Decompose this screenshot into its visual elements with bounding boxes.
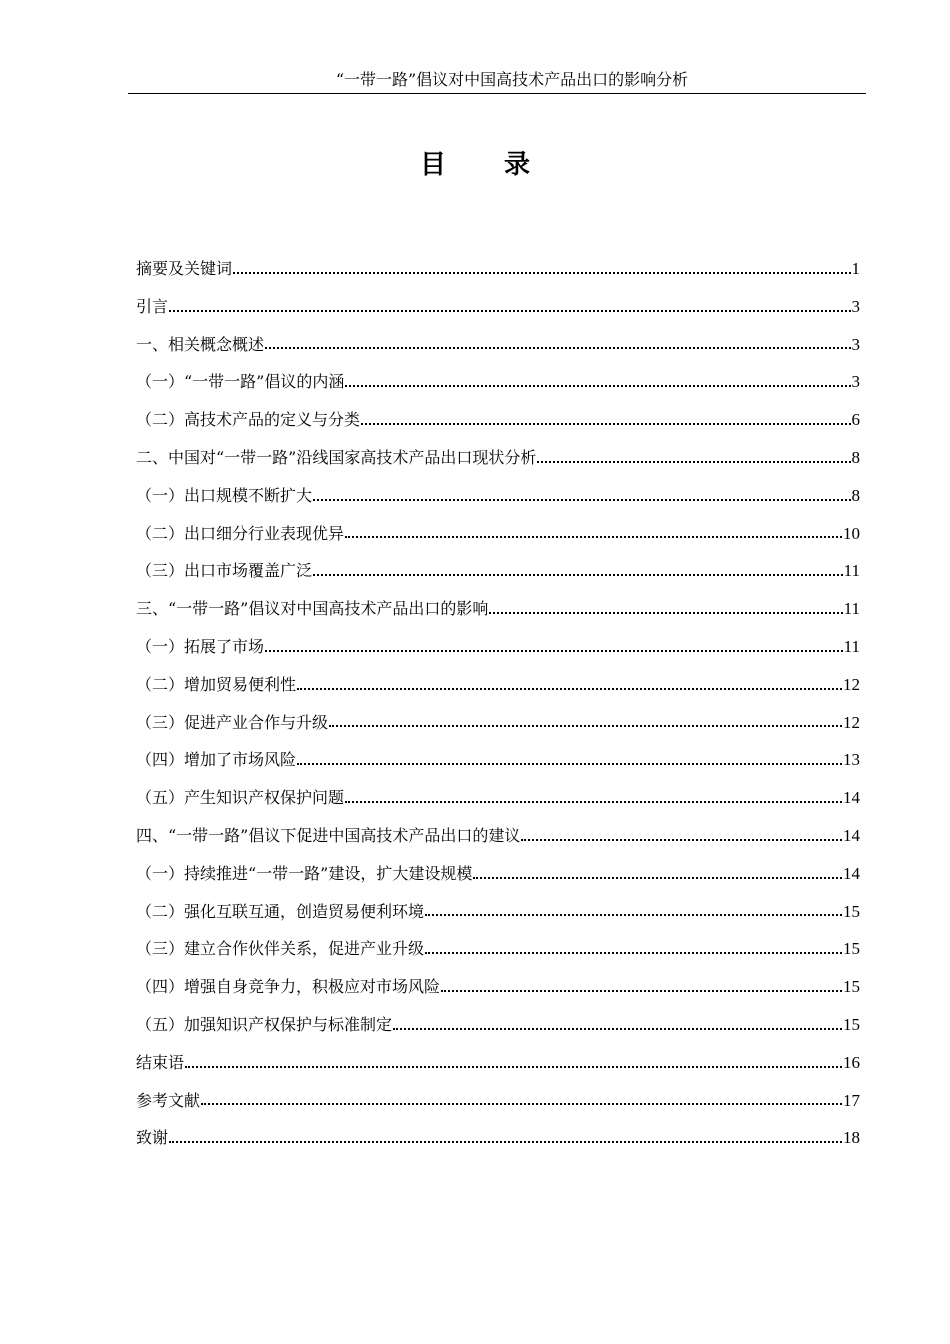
toc-entry-page-number: 8 (851, 447, 860, 467)
toc-entry[interactable] (136, 710, 860, 748)
toc-entry-page-number: 10 (843, 523, 860, 543)
toc-entry[interactable] (136, 672, 860, 710)
toc-entry-label: （一）出口规模不断扩大 (136, 485, 313, 505)
toc-entry[interactable] (136, 1088, 860, 1126)
toc-leader-dots (425, 952, 842, 954)
toc-entry-page-number: 13 (843, 750, 860, 770)
toc-entry-page-number: 11 (843, 636, 860, 656)
toc-leader-dots (169, 310, 850, 312)
toc-entry-page-number: 14 (843, 788, 860, 808)
toc-entry-label: 引言 (136, 296, 169, 316)
toc-entry-page-number: 11 (843, 599, 860, 619)
toc-leader-dots (297, 688, 842, 690)
toc-entry[interactable] (136, 785, 860, 823)
toc-leader-dots (473, 877, 842, 879)
toc-entry-label: 致谢 (136, 1128, 169, 1148)
toc-entry-page-number: 18 (843, 1128, 860, 1148)
toc-entry-page-number: 12 (843, 712, 860, 732)
toc-entry-label: （五）产生知识产权保护问题 (136, 788, 345, 808)
toc-entry-label: 四、“一带一路”倡议下促进中国高技术产品出口的建议 (136, 825, 521, 845)
toc-entry-page-number: 16 (843, 1052, 860, 1072)
toc-entry[interactable] (136, 899, 860, 937)
toc-entry[interactable] (136, 634, 860, 672)
toc-entry-label: （三）出口市场覆盖广泛 (136, 561, 313, 581)
toc-leader-dots (489, 612, 842, 614)
toc-leader-dots (345, 385, 850, 387)
toc-entry-page-number: 14 (843, 825, 860, 845)
toc-entry-page-number: 15 (843, 1014, 860, 1034)
toc-entry-label: 一、相关概念概述 (136, 334, 265, 354)
toc-entry[interactable] (136, 256, 860, 294)
toc-entry-page-number: 17 (843, 1090, 860, 1110)
toc-leader-dots (313, 499, 850, 501)
toc-leader-dots (521, 839, 842, 841)
toc-entry-page-number: 15 (843, 939, 860, 959)
toc-leader-dots (265, 347, 850, 349)
toc-entry-page-number: 1 (851, 259, 860, 278)
toc-entry[interactable] (136, 861, 860, 899)
toc-entry[interactable] (136, 294, 860, 332)
toc-leader-dots (345, 536, 842, 538)
toc-leader-dots (345, 801, 842, 803)
toc-entry-label: 三、“一带一路”倡议对中国高技术产品出口的影响 (136, 599, 489, 619)
toc-entry-label: （一）拓展了市场 (136, 636, 265, 656)
toc-leader-dots (185, 1066, 842, 1068)
toc-leader-dots (361, 423, 850, 425)
toc-entry-label: 二、中国对“一带一路”沿线国家高技术产品出口现状分析 (136, 447, 537, 467)
toc-title: 目录 (419, 150, 588, 180)
toc-entry[interactable] (136, 1125, 860, 1163)
toc-entry-label: （四）增强自身竞争力，积极应对市场风险 (136, 977, 441, 997)
toc-entry-page-number: 6 (851, 410, 860, 430)
table-of-contents (136, 256, 860, 1163)
toc-entry[interactable] (136, 936, 860, 974)
toc-entry-page-number: 3 (851, 334, 860, 354)
toc-entry-label: （三）促进产业合作与升级 (136, 712, 329, 732)
toc-entry-label: （三）建立合作伙伴关系，促进产业升级 (136, 939, 425, 959)
toc-entry-label: （二）高技术产品的定义与分类 (136, 410, 361, 430)
toc-entry-label: 结束语 (136, 1052, 185, 1072)
toc-entry[interactable] (136, 1050, 860, 1088)
toc-entry[interactable] (136, 332, 860, 370)
running-header: “一带一路”倡议对中国高技术产品出口的影响分析 (335, 70, 689, 89)
header-divider (128, 93, 866, 94)
toc-leader-dots (169, 1141, 842, 1143)
toc-entry-page-number: 3 (851, 296, 860, 316)
toc-leader-dots (201, 1103, 842, 1105)
toc-entry-page-number: 3 (851, 372, 860, 392)
toc-entry[interactable] (136, 747, 860, 785)
toc-entry-page-number: 11 (843, 561, 860, 581)
toc-entry[interactable] (136, 521, 860, 559)
toc-entry-label: 参考文献 (136, 1090, 201, 1110)
toc-leader-dots (425, 914, 842, 916)
toc-leader-dots (329, 725, 842, 727)
toc-entry-label: （二）强化互联互通，创造贸易便利环境 (136, 901, 425, 921)
toc-leader-dots (441, 990, 842, 992)
toc-entry[interactable] (136, 1012, 860, 1050)
toc-entry-label: （二）出口细分行业表现优异 (136, 523, 345, 543)
toc-entry[interactable] (136, 596, 860, 634)
toc-entry-page-number: 12 (843, 674, 860, 694)
toc-entry[interactable] (136, 558, 860, 596)
toc-leader-dots (265, 650, 843, 652)
toc-entry-label: （二）增加贸易便利性 (136, 674, 297, 694)
toc-entry-page-number: 14 (843, 863, 860, 883)
toc-leader-dots (537, 461, 850, 463)
toc-entry-label: （一）持续推进“一带一路”建设，扩大建设规模 (136, 863, 473, 883)
toc-entry[interactable] (136, 974, 860, 1012)
toc-entry[interactable] (136, 369, 860, 407)
toc-entry-label: （五）加强知识产权保护与标准制定 (136, 1014, 393, 1034)
toc-entry-page-number: 15 (843, 901, 860, 921)
toc-entry[interactable] (136, 483, 860, 521)
toc-leader-dots (313, 574, 843, 576)
toc-entry-label: （四）增加了市场风险 (136, 750, 297, 770)
toc-entry[interactable] (136, 407, 860, 445)
toc-entry[interactable] (136, 445, 860, 483)
toc-leader-dots (233, 272, 850, 274)
toc-entry-page-number: 15 (843, 977, 860, 997)
toc-entry-label: 摘要及关键词 (136, 259, 233, 278)
toc-entry-page-number: 8 (851, 485, 860, 505)
toc-leader-dots (393, 1028, 842, 1030)
toc-entry-label: （一）“一带一路”倡议的内涵 (136, 372, 345, 392)
toc-entry[interactable] (136, 823, 860, 861)
toc-leader-dots (297, 763, 842, 765)
